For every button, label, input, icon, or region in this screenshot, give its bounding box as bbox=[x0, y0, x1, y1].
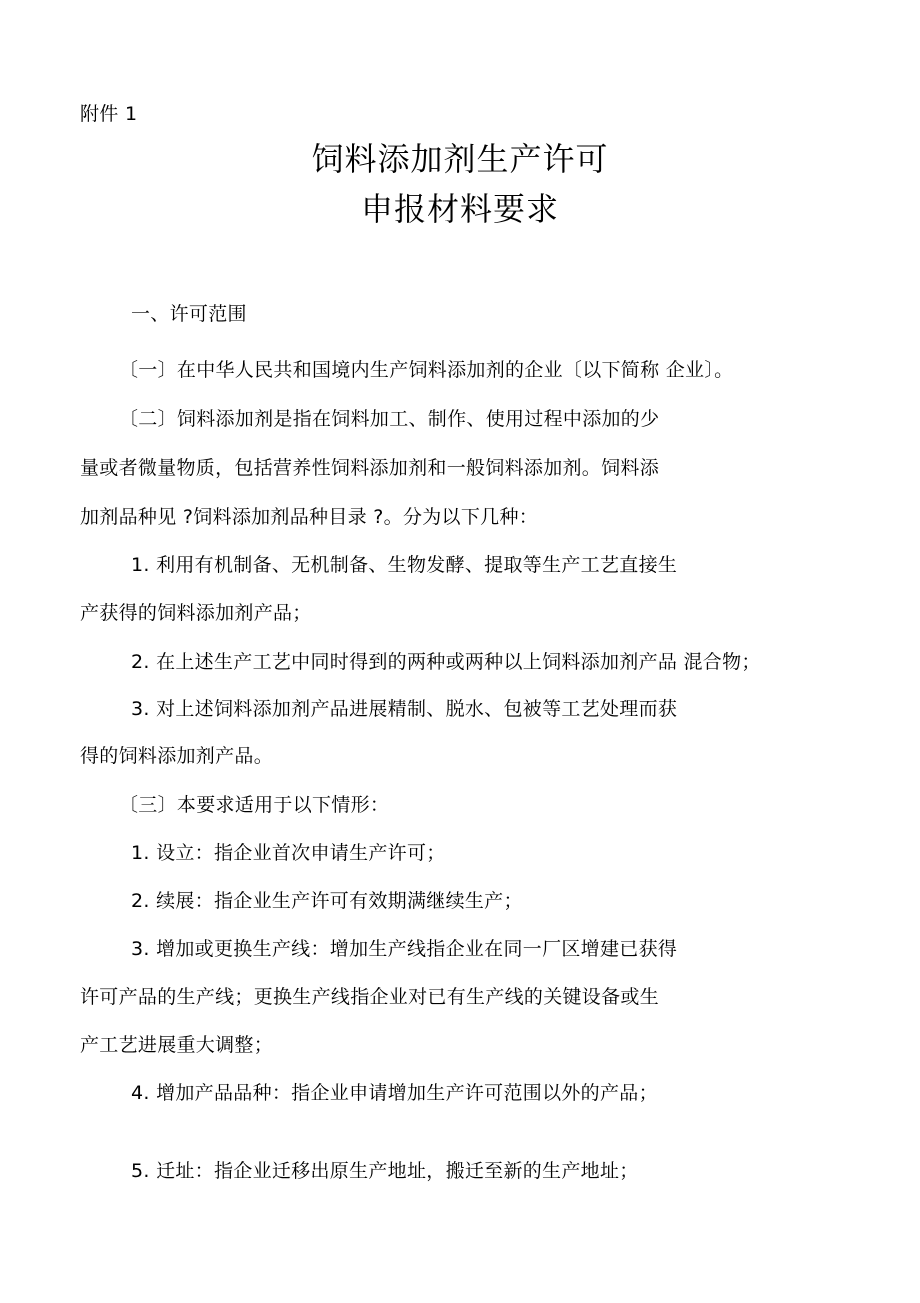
list-item-3-line-1: 3. 对上述饲料添加剂产品进展精制、脱水、包被等工艺处理而获 bbox=[131, 698, 678, 720]
case-item-3-line-2: 许可产品的生产线；更换生产线指企业对已有生产线的关键设备或生 bbox=[80, 986, 660, 1008]
list-item-1-line-1: 1. 利用有机制备、无机制备、生物发酵、提取等生产工艺直接生 bbox=[131, 554, 678, 576]
document-title-line-1: 饲料添加剂生产许可 bbox=[311, 140, 609, 178]
case-item-3-line-1: 3. 增加或更换生产线：增加生产线指企业在同一厂区增建已获得 bbox=[131, 938, 678, 960]
case-item-2: 2. 续展：指企业生产许可有效期满继续生产； bbox=[131, 890, 523, 912]
list-item-2: 2. 在上述生产工艺中同时得到的两种或两种以上饲料添加剂产品 混合物； bbox=[131, 651, 761, 673]
case-item-5: 5. 迁址：指企业迁移出原生产地址，搬迁至新的生产地址； bbox=[131, 1160, 639, 1182]
document-title-line-2: 申报材料要求 bbox=[360, 190, 559, 228]
list-item-1-line-2: 产获得的饲料添加剂产品； bbox=[80, 602, 312, 624]
list-item-3-line-2: 得的饲料添加剂产品。 bbox=[80, 745, 274, 767]
paragraph-one: 〔一〕在中华人民共和国境内生产饲料添加剂的企业〔以下简称 企业〕。 bbox=[119, 359, 734, 381]
case-item-1: 1. 设立：指企业首次申请生产许可； bbox=[131, 842, 446, 864]
attachment-label: 附件 1 bbox=[80, 103, 138, 125]
case-item-3-line-3: 产工艺进展重大调整； bbox=[80, 1034, 274, 1056]
paragraph-two-line-3: 加剂品种见 ?饲料添加剂品种目录 ?。分为以下几种： bbox=[80, 506, 539, 528]
paragraph-two-line-1: 〔二〕饲料添加剂是指在饲料加工、制作、使用过程中添加的少 bbox=[119, 408, 660, 430]
paragraph-three: 〔三〕本要求适用于以下情形： bbox=[119, 794, 390, 816]
paragraph-two-line-2: 量或者微量物质，包括营养性饲料添加剂和一般饲料添加剂。饲料添 bbox=[80, 457, 660, 479]
section-heading-scope: 一、许可范围 bbox=[131, 303, 247, 325]
case-item-4: 4. 增加产品品种：指企业申请增加生产许可范围以外的产品； bbox=[131, 1082, 658, 1104]
